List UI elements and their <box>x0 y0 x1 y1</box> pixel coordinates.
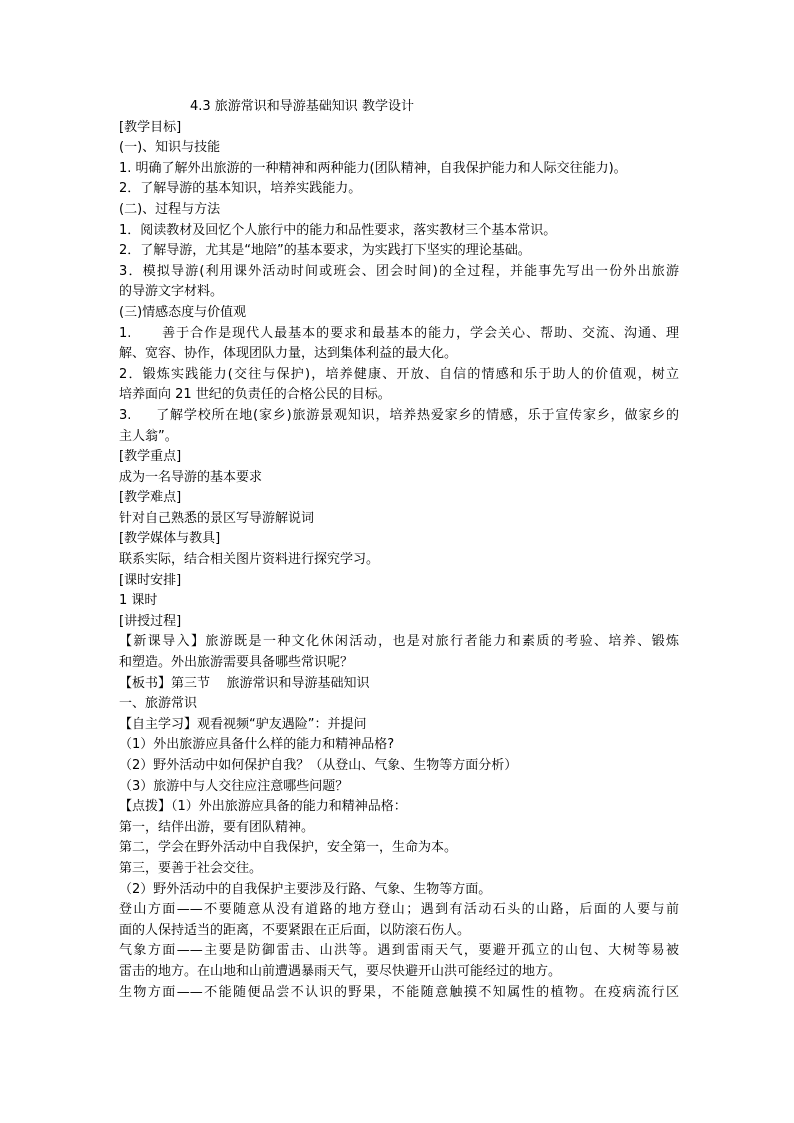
text-line: 3．模拟导游(利用课外活动时间或班会、团会时间)的全过程，并能事先写出一份外出旅游 <box>119 263 679 279</box>
text-line: 成为一名导游的基本要求 <box>119 469 263 485</box>
text-line: 针对自己熟悉的景区写导游解说词 <box>119 510 315 526</box>
subheading-knowledge-skills: (一)、知识与技能 <box>119 140 221 156</box>
subheading-emotion-values: (三)情感态度与价值观 <box>119 304 247 320</box>
text-line: 的导游文字材料。 <box>119 284 224 300</box>
text-line: （1）外出旅游应具备什么样的能力和精神品格? <box>119 737 395 753</box>
text-line: （3）旅游中与人交往应注意哪些问题？ <box>119 778 349 794</box>
subheading-process-method: (二)、过程与方法 <box>119 201 221 217</box>
text-line: 气象方面——主要是防御雷击、山洪等。遇到雷雨天气，要避开孤立的山包、大树等易被 <box>119 943 679 959</box>
text-line: 一、旅游常识 <box>119 696 198 712</box>
text-line: 解、宽容、协作，体现团队力量，达到集体利益的最大化。 <box>119 346 458 362</box>
section-heading-media-tools: [教学媒体与教具] <box>119 531 221 547</box>
section-heading-difficulties: [教学难点] <box>119 490 182 506</box>
text-line: 1. 善于合作是现代人最基本的要求和最基本的能力，学会关心、帮助、交流、沟通、理 <box>119 325 679 341</box>
document-title: 4.3 旅游常识和导游基础知识 教学设计 <box>190 99 414 114</box>
text-line: 【板书】第三节 旅游常识和导游基础知识 <box>119 675 370 691</box>
text-line: 1 课时 <box>119 593 158 609</box>
text-line: 联系实际，结合相关图片资料进行探究学习。 <box>119 552 380 568</box>
text-line: 主人翁”。 <box>119 428 178 444</box>
section-heading-teaching-process: [讲授过程] <box>119 613 182 629</box>
text-line: 2．了解导游，尤其是“地陪”的基本要求，为实践打下坚实的理论基础。 <box>119 243 531 259</box>
text-line: 【新课导入】旅游既是一种文化休闲活动，也是对旅行者能力和素质的考验、培养、锻炼 <box>119 634 679 650</box>
text-line: 2．了解导游的基本知识，培养实践能力。 <box>119 181 362 197</box>
text-line: 第三，要善于社会交往。 <box>119 860 263 876</box>
text-line: 登山方面——不要随意从没有道路的地方登山；遇到有活动石头的山路，后面的人要与前 <box>119 902 679 918</box>
text-line: 培养面向 21 世纪的负责任的合格公民的目标。 <box>119 387 391 403</box>
section-heading-key-points: [教学重点] <box>119 449 182 465</box>
section-heading-schedule: [课时安排] <box>119 572 182 588</box>
text-line: 2．锻炼实践能力(交往与保护)，培养健康、开放、自信的情感和乐于助人的价值观，树立 <box>119 366 679 382</box>
document-body <box>119 97 679 1003</box>
text-line: 第二，学会在野外活动中自我保护，安全第一，生命为本。 <box>119 840 458 856</box>
text-line: 【自主学习】观看视频“驴友遇险”：并提问 <box>119 716 367 732</box>
text-line: 第一，结伴出游，要有团队精神。 <box>119 819 315 835</box>
text-line: 面的人保持适当的距离，不要紧跟在正后面，以防滚石伤人。 <box>119 922 471 938</box>
text-line: 和塑造。外出旅游需要具备哪些常识呢？ <box>119 655 354 671</box>
text-line: 雷击的地方。在山地和山前遭遇暴雨天气，要尽快避开山洪可能经过的地方。 <box>119 963 562 979</box>
text-line: 【点拨】（1）外出旅游应具备的能力和精神品格： <box>119 799 407 815</box>
section-heading-objectives: [教学目标] <box>119 119 182 135</box>
text-line: 3. 了解学校所在地(家乡)旅游景观知识，培养热爱家乡的情感，乐于宣传家乡，做家乡的 <box>119 407 679 423</box>
text-line: （2）野外活动中的自我保护主要涉及行路、气象、生物等方面。 <box>119 881 492 897</box>
text-line: 生物方面——不能随便品尝不认识的野果，不能随意触摸不知属性的植物。在疫病流行区 <box>119 984 679 1000</box>
text-line: 1. 明确了解外出旅游的一种精神和两种能力(团队精神，自我保护能力和人际交往能力)。 <box>119 160 627 176</box>
text-line: 1．阅读教材及回忆个人旅行中的能力和品性要求，落实教材三个基本常识。 <box>119 222 557 238</box>
text-line: （2）野外活动中如何保护自我？（从登山、气象、生物等方面分析） <box>119 758 518 773</box>
